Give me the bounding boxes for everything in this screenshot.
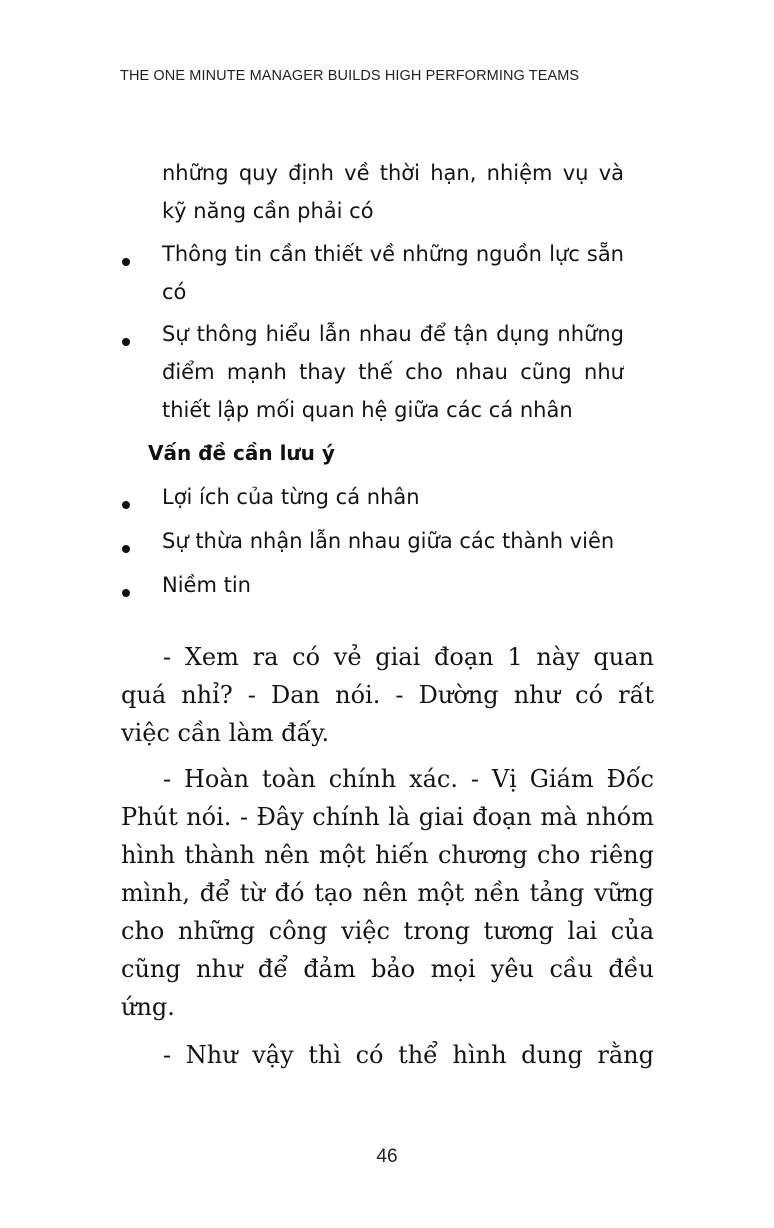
text-line: điểm mạnh thay thế cho nhau cũng như	[162, 360, 624, 384]
continued-item-text	[162, 154, 624, 230]
text-line: cho những công việc trong tương lai của	[121, 917, 654, 945]
text-line: có	[162, 280, 187, 304]
list-item	[162, 478, 624, 516]
text-line: mình, để từ đó tạo nên một nền tảng vững	[121, 879, 654, 907]
text-line: thiết lập mối quan hệ giữa các cá nhân	[162, 398, 573, 422]
text-line: Lợi ích của từng cá nhân	[162, 485, 420, 509]
list-item	[162, 522, 624, 560]
text-line: những quy định về thời hạn, nhiệm vụ và	[162, 161, 624, 185]
body-paragraph	[121, 760, 654, 1026]
text-line: Sự thừa nhận lẫn nhau giữa các thành viên	[162, 529, 615, 553]
list-item	[162, 315, 624, 429]
text-line: Sự thông hiểu lẫn nhau để tận dụng những	[162, 322, 624, 346]
page-number: 46	[376, 1146, 398, 1167]
text-line: việc cần làm đấy.	[121, 719, 330, 747]
text-line: - Hoàn toàn chính xác. - Vị Giám Đốc	[163, 765, 654, 793]
text-line: Niềm tin	[162, 573, 251, 597]
list-item	[162, 235, 624, 311]
text-line: quá nhỉ? - Dan nói. - Dường như có rất	[121, 681, 654, 709]
bullet-icon	[122, 545, 130, 553]
bullet-icon	[122, 258, 130, 266]
text-line: - Như vậy thì có thể hình dung rằng	[163, 1041, 654, 1069]
text-line: Phút nói. - Đây chính là giai đoạn mà nhóm	[121, 803, 654, 831]
running-header: THE ONE MINUTE MANAGER BUILDS HIGH PERFORMING TEAMS	[120, 68, 580, 84]
list-item	[162, 566, 624, 604]
text-line: Thông tin cần thiết về những nguồn lực sẵn	[162, 242, 624, 266]
bullet-icon	[122, 338, 130, 346]
text-line: kỹ năng cần phải có	[162, 199, 374, 223]
body-paragraph	[121, 638, 654, 752]
bullet-icon	[122, 589, 130, 597]
text-line: ứng.	[121, 993, 175, 1021]
text-line: - Xem ra có vẻ giai đoạn 1 này quan	[163, 643, 654, 671]
bullet-icon	[122, 501, 130, 509]
body-paragraph	[121, 1036, 654, 1074]
text-line: cũng như để đảm bảo mọi yêu cầu đều	[121, 955, 654, 983]
text-line: hình thành nên một hiến chương cho riêng	[121, 841, 654, 869]
section-heading: Vấn đề cần lưu ý	[148, 441, 335, 465]
